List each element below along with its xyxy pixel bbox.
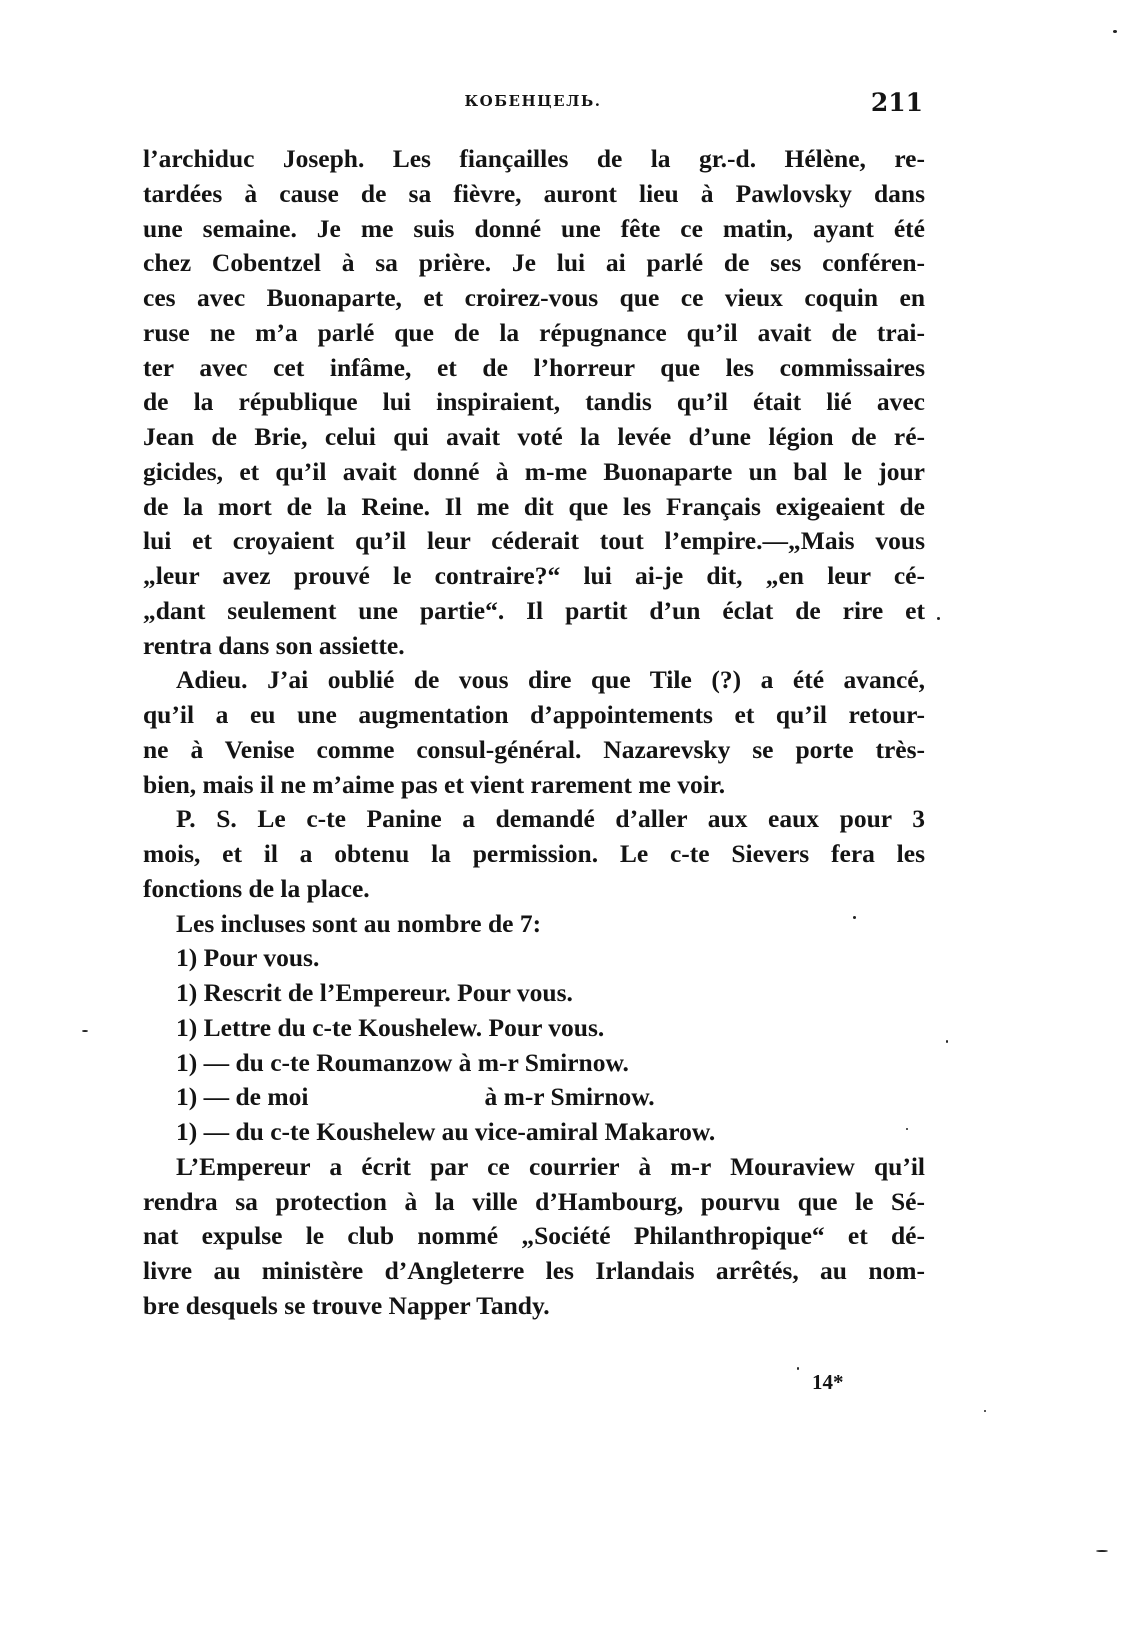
text-line: mois, et il a obtenu la permission. Le c-te Sievers fera les bbox=[143, 839, 925, 868]
signature-mark: 14* bbox=[812, 1370, 844, 1394]
text-line: une semaine. Je me suis donné une fête ce matin, ayant été bbox=[143, 213, 925, 243]
enclosure-item: 1) Rescrit de l’Empereur. Pour vous. bbox=[176, 978, 573, 1007]
scan-speck bbox=[797, 1367, 799, 1370]
text-line: lui et croyaient qu’il leur céderait tout l’empire.—„Mais vous bbox=[143, 526, 925, 556]
text-line: fonctions de la place. bbox=[143, 873, 370, 903]
enclosure-item: 1) Lettre du c-te Koushelew. Pour vous. bbox=[176, 1012, 605, 1042]
text-line: ces avec Buonaparte, et croirez-vous que ce vieux coquin en bbox=[143, 283, 925, 312]
enclosures-heading: Les incluses sont au nombre de 7: bbox=[176, 908, 542, 938]
text-line: Adieu. J’ai oublié de vous dire que Tile (?) a été avancé, bbox=[176, 665, 925, 695]
scan-speck bbox=[853, 916, 856, 919]
text-line: ter avec cet infâme, et de l’horreur que les commissaires bbox=[143, 352, 925, 382]
text-line: bien, mais il ne m’aime pas et vient rarement me voir. bbox=[143, 769, 726, 799]
text-line: ruse ne m’a parlé que de la répugnance qu’il avait de trai- bbox=[143, 317, 925, 347]
text-line: de la mort de la Reine. Il me dit que les Français exigeaient de bbox=[143, 491, 925, 521]
text-line: de la république lui inspiraient, tandis qu’il était lié avec bbox=[143, 387, 925, 417]
text-line: gicides, et qu’il avait donné à m-me Buonaparte un bal le jour bbox=[143, 456, 925, 486]
text-line: nat expulse le club nommé „Société Philanthropique“ et dé- bbox=[143, 1221, 925, 1251]
enclosure-item: 1) — du c-te Roumanzow à m-r Smirnow. bbox=[176, 1047, 629, 1077]
text-line: „leur avez prouvé le contraire?“ lui ai-je dit, „en leur cé- bbox=[143, 561, 925, 590]
page-header bbox=[143, 88, 923, 128]
scan-speck bbox=[1113, 30, 1117, 33]
scan-speck bbox=[937, 617, 940, 620]
text-line: rentra dans son assiette. bbox=[143, 630, 405, 660]
text-line: „dant seulement une partie“. Il partit d’un éclat de rire et bbox=[143, 595, 925, 625]
enclosure-item: 1) — du c-te Koushelew au vice-amiral Makarow. bbox=[176, 1117, 716, 1146]
text-line: chez Cobentzel à sa prière. Je lui ai parlé de ses conféren- bbox=[143, 248, 925, 278]
enclosure-item-recipient: à m-r Smirnow. bbox=[484, 1082, 655, 1112]
text-line: L’Empereur a écrit par ce courrier à m-r Mouraview qu’il bbox=[176, 1151, 925, 1181]
text-line: livre au ministère d’Angleterre les Irlandais arrêtés, au nom- bbox=[143, 1256, 925, 1285]
enclosure-item: 1) Pour vous. bbox=[176, 943, 320, 973]
text-line: ne à Venise comme consul-général. Nazarevsky se porte très- bbox=[143, 734, 925, 764]
scan-speck bbox=[906, 1128, 908, 1130]
scan-speck bbox=[946, 1040, 948, 1043]
page-number: 211 bbox=[870, 88, 923, 117]
scan-speck bbox=[82, 1030, 88, 1032]
text-line: bre desquels se trouve Napper Tandy. bbox=[143, 1290, 550, 1320]
running-head: КОБЕНЦЕЛЬ. bbox=[464, 92, 602, 110]
text-line: rendra sa protection à la ville d’Hambourg, pourvu que le Sé- bbox=[143, 1186, 925, 1216]
letter-body bbox=[143, 142, 925, 1324]
enclosure-item-sender: 1) — de moi bbox=[176, 1082, 309, 1112]
text-line: qu’il a eu une augmentation d’appointements et qu’il retour- bbox=[143, 700, 925, 729]
text-line: Jean de Brie, celui qui avait voté la levée d’une légion de ré- bbox=[143, 422, 925, 451]
text-line: tardées à cause de sa fièvre, auront lieu à Pawlovsky dans bbox=[143, 178, 925, 208]
enclosure-item bbox=[143, 1080, 925, 1115]
text-line: P. S. Le c-te Panine a demandé d’aller aux eaux pour 3 bbox=[176, 804, 925, 834]
scan-speck bbox=[984, 1410, 986, 1412]
scan-speck bbox=[1096, 1550, 1108, 1552]
text-line: l’archiduc Joseph. Les fiançailles de la gr.-d. Hélène, re- bbox=[143, 144, 925, 173]
